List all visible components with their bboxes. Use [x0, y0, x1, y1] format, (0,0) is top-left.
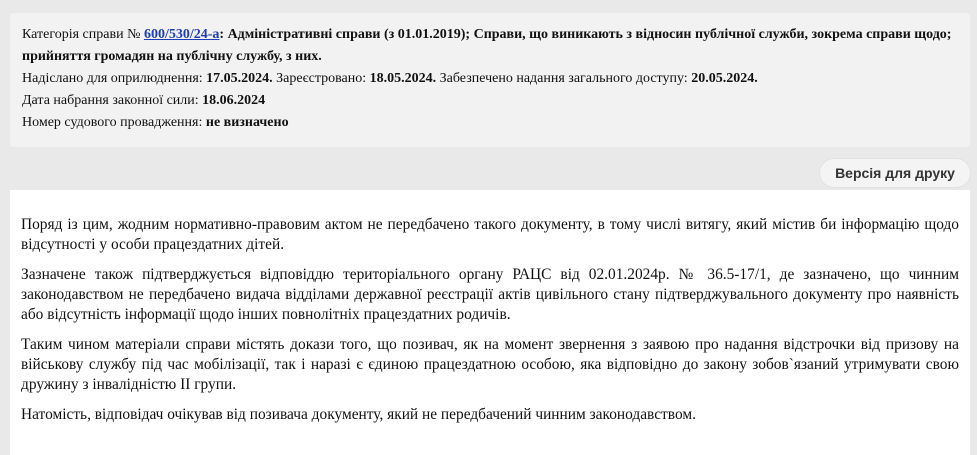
case-category [22, 24, 958, 68]
cut-off-line-bottom [21, 446, 959, 455]
case-number-link[interactable]: 600/530/24-а [143, 27, 220, 42]
registered-label: Зареєстровано: [272, 71, 370, 86]
category-text: : Адміністративні справи (з 01.01.2019); Справи, що виникають з відносин публічної служби, зокрема справи щодо; прийняття громадян на публічну службу, з них. [22, 27, 952, 64]
paragraph: Поряд із цим, жодним нормативно-правовим актом не передбачено такого документу, в тому числі витягу, який містив би інформацію щодо відсутності у особи працездатних дітей. [21, 216, 959, 253]
paragraph: Таким чином матеріали справи містять докази того, що позивач, як на момент звернення з заявою про надання відстрочки від призову на військову службу під час мобілізації, так і наразі є єдиною працездатною особою, яка відповідно до закону зобов`язаний утримувати свою дружину з інвалідністю ІІ групи. [21, 336, 959, 393]
print-version-button[interactable]: Версія для друку [820, 159, 970, 187]
force-label: Дата набрання законної сили: [22, 93, 203, 108]
force-value: 18.06.2024 [202, 93, 266, 108]
access-value: 20.05.2024. [691, 71, 758, 86]
paragraph: Натомість, відповідач очікував від позивача документу, який не передбачений чинним законодавством. [21, 406, 696, 423]
cut-off-line-top [21, 190, 959, 196]
proceeding-label: Номер судового провадження: [22, 115, 206, 130]
legal-force-date [22, 90, 958, 112]
sent-value: 17.05.2024. [206, 71, 273, 86]
paragraph: Зазначене також підтверджується відповіддю територіального органу РАЦС від 02.01.2024р. № 36.5-17/1, де зазначено, що чинним законодавством не передбачено видача відділами державної реєстрації актів цивільного стану підтверджувального документу про наявність або відсутність інформації щодо інших повнолітніх працездатних родичів. [21, 266, 959, 323]
document-text [10, 190, 970, 455]
publication-dates [22, 68, 958, 90]
access-label: Забезпечено надання загального доступу: [436, 71, 692, 86]
case-info-panel [10, 13, 970, 147]
sent-label: Надіслано для оприлюднення: [22, 71, 207, 86]
proceeding-number [22, 112, 958, 134]
registered-value: 18.05.2024. [369, 71, 437, 86]
proceeding-value: не визначено [205, 115, 289, 130]
category-prefix: Категорія справи № [22, 27, 144, 42]
